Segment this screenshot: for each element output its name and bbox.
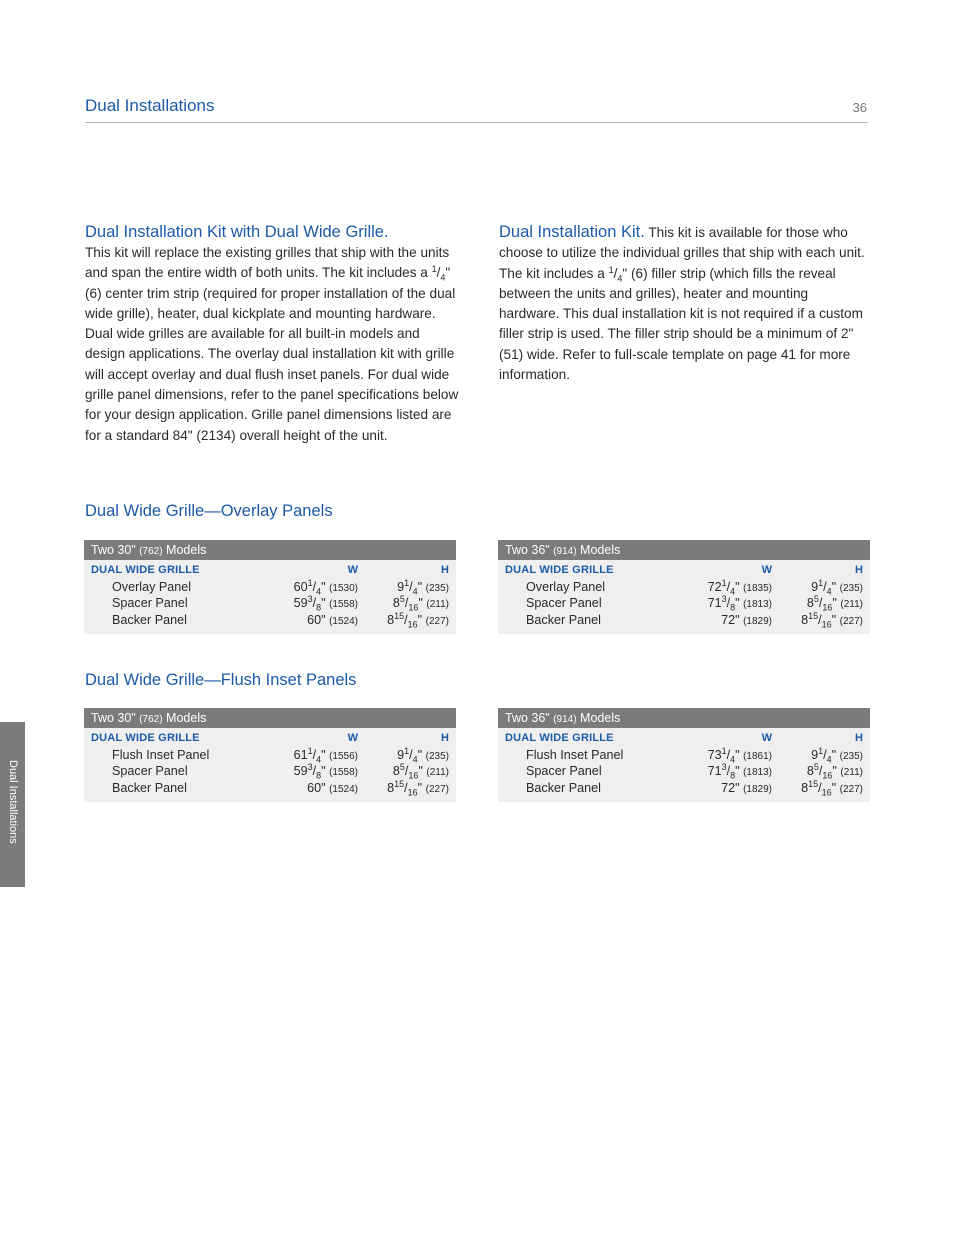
table-cell-w: 72" (1829): [721, 780, 772, 795]
table-cell-label: Backer Panel: [526, 780, 601, 795]
left-section-heading: Dual Installation Kit with Dual Wide Grille.: [85, 223, 389, 241]
table-row: [84, 595, 456, 611]
table-cell-label: Spacer Panel: [526, 764, 602, 779]
table-cell-h: $8^{15}/_{16}$" (227): [387, 610, 449, 630]
table-caption: Two 36" (914) Models: [498, 708, 870, 728]
table-cell-w: $61^1/_4$" (1556): [293, 746, 358, 765]
table-cell-label: Backer Panel: [112, 612, 187, 627]
table-cell-h: $8^5/_{16}$" (211): [806, 762, 863, 781]
left-column: [85, 222, 463, 446]
table-cell-h: $9^1/_4$" (235): [397, 746, 449, 765]
table-cell-label: Spacer Panel: [112, 596, 188, 611]
table-cell-w: 60" (1524): [307, 612, 358, 627]
table-cell-w: 60" (1524): [307, 780, 358, 795]
table-cell-label: Spacer Panel: [526, 596, 602, 611]
table-cell-w: $72^1/_4$" (1835): [707, 578, 772, 597]
left-section-body: This kit will replace the existing grilles that ship with the units and span the entire width of both units. The kit includes a $^1/_4$" (6) center trim strip (required for proper installation of the dual wide grille), heater, dual kickplate and mounting hardware. Dual wide grilles are available for all built-in models and design applications. The overlay dual installation kit with grille will accept overlay and dual flush inset panels. For dual wide grille panel dimensions, refer to the panel specifications below for your design application. Grille panel dimensions listed are for a standard 84" (2134) overall height of the unit.: [85, 245, 459, 443]
table-cell-w: $71^3/_8$" (1813): [707, 594, 772, 613]
table-row: [498, 780, 870, 796]
table-cell-label: Flush Inset Panel: [112, 748, 210, 762]
column-header-w: W: [347, 564, 358, 576]
table-header-row: [84, 562, 456, 579]
table-cell-h: $8^{15}/_{16}$" (227): [801, 610, 863, 630]
table-cell-h: $9^1/_4$" (235): [397, 578, 449, 597]
table-cell-label: Flush Inset Panel: [526, 748, 624, 762]
column-header-dual-wide-grille: DUAL WIDE GRILLE: [505, 564, 614, 576]
table-header-row: [498, 730, 870, 747]
table-cell-label: Overlay Panel: [526, 580, 606, 594]
column-header-h: H: [441, 564, 449, 576]
table-cell-w: $59^3/_8$" (1558): [293, 762, 358, 781]
right-section-heading: Dual Installation Kit.: [499, 223, 645, 241]
column-header-h: H: [441, 732, 449, 744]
table-header-row: [84, 730, 456, 747]
column-header-dual-wide-grille: DUAL WIDE GRILLE: [505, 732, 614, 744]
table-cell-w: $60^1/_4$" (1530): [293, 578, 358, 597]
overlay-panels-heading: Dual Wide Grille—Overlay Panels: [85, 502, 333, 520]
side-section-tab-label: Dual Installations: [7, 760, 19, 844]
table-row: [498, 747, 870, 763]
right-column: [499, 222, 869, 385]
table-cell-h: $9^1/_4$" (235): [811, 578, 863, 597]
table-cell-h: $8^{15}/_{16}$" (227): [387, 778, 449, 798]
table-caption: Two 36" (914) Models: [498, 540, 870, 560]
column-header-w: W: [347, 732, 358, 744]
spec-table: [84, 708, 456, 802]
column-header-dual-wide-grille: DUAL WIDE GRILLE: [91, 732, 200, 744]
table-cell-w: $73^1/_4$" (1861): [707, 746, 772, 765]
table-cell-h: $8^{15}/_{16}$" (227): [801, 778, 863, 798]
spec-table: [498, 708, 870, 802]
flush-inset-panels-heading: Dual Wide Grille—Flush Inset Panels: [85, 671, 357, 689]
table-cell-h: $9^1/_4$" (235): [811, 746, 863, 765]
column-header-w: W: [761, 732, 772, 744]
table-cell-label: Spacer Panel: [112, 764, 188, 779]
table-caption: Two 30" (762) Models: [84, 708, 456, 728]
table-row: [84, 747, 456, 763]
table-cell-label: Backer Panel: [526, 612, 601, 627]
page-number: 36: [852, 100, 867, 115]
table-caption: Two 30" (762) Models: [84, 540, 456, 560]
table-row: [84, 612, 456, 628]
table-cell-h: $8^5/_{16}$" (211): [806, 594, 863, 613]
table-cell-w: $71^3/_8$" (1813): [707, 762, 772, 781]
spec-table: [84, 540, 456, 634]
table-row: [498, 595, 870, 611]
table-cell-label: Overlay Panel: [112, 580, 192, 594]
table-header-row: [498, 562, 870, 579]
spec-table: [498, 540, 870, 634]
table-row: [84, 763, 456, 779]
table-row: [498, 763, 870, 779]
table-cell-h: $8^5/_{16}$" (211): [392, 594, 449, 613]
right-section-body: Dual Installation Kit. This kit is available for those who choose to utilize the individual grilles that ship with each unit. The kit includes a $^1/_4$" (6) filler strip (which fills the reveal between the units and grilles), heater and mounting hardware. This dual installation kit is not required if a custom filler strip is used. The filler strip should be a minimum of 2" (51) wide. Refer to full-scale template on page 41 for more information.: [499, 223, 865, 383]
table-cell-h: $8^5/_{16}$" (211): [392, 762, 449, 781]
table-cell-w: $59^3/_8$" (1558): [293, 594, 358, 613]
table-cell-label: Backer Panel: [112, 780, 187, 795]
table-cell-w: 72" (1829): [721, 612, 772, 627]
header-divider: [85, 122, 868, 123]
column-header-dual-wide-grille: DUAL WIDE GRILLE: [91, 564, 200, 576]
table-row: [498, 612, 870, 628]
table-row: [84, 579, 456, 595]
page-header-title: Dual Installations: [85, 96, 215, 115]
column-header-w: W: [761, 564, 772, 576]
table-row: [84, 780, 456, 796]
table-row: [498, 579, 870, 595]
column-header-h: H: [855, 564, 863, 576]
column-header-h: H: [855, 732, 863, 744]
